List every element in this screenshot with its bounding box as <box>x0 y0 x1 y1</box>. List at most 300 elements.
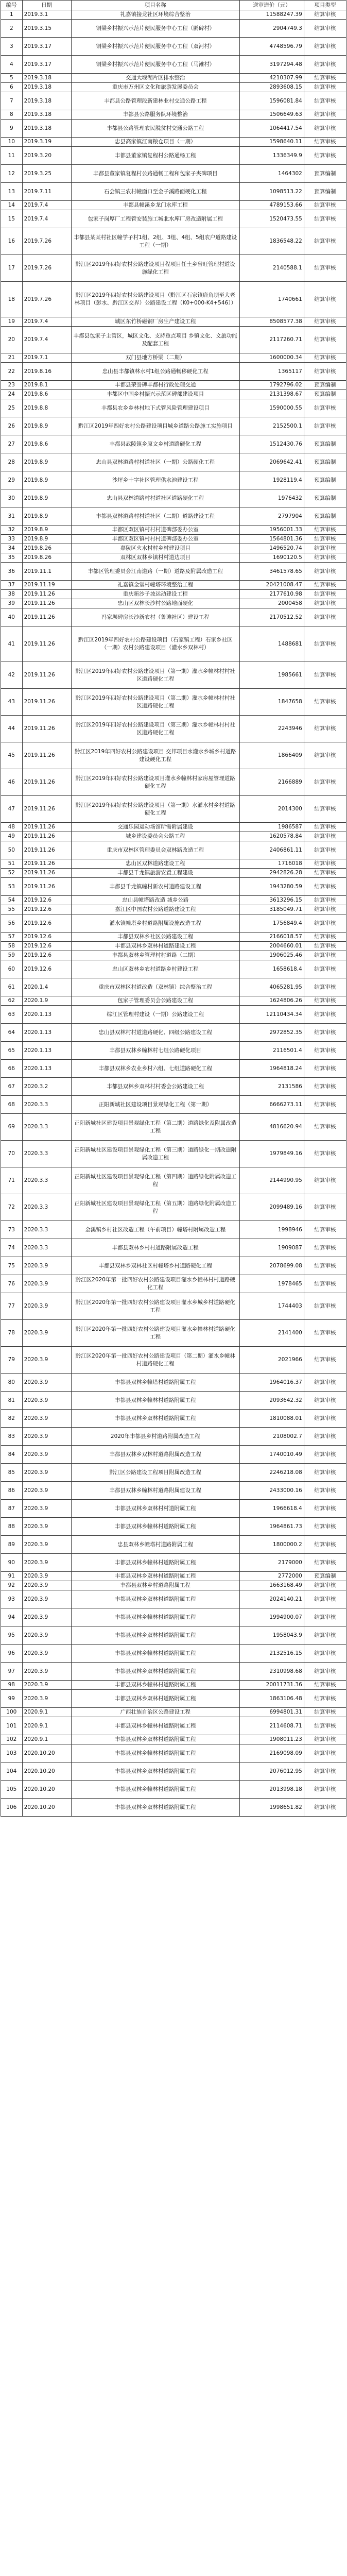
cell-type: 结算审核 <box>304 120 346 138</box>
cell-date: 2020.3.9 <box>22 1293 71 1320</box>
cell-name: 丰都区双区镇村村村道碑部委办公室 <box>71 535 239 544</box>
cell-date: 2019.12.6 <box>22 960 71 978</box>
cell-date: 2019.11.26 <box>22 689 71 716</box>
cell-type: 结算审核 <box>304 1536 346 1554</box>
cell-no: 45 <box>1 742 23 769</box>
cell-no: 60 <box>1 960 23 978</box>
cell-price: 1600000.34 <box>240 353 304 363</box>
cell-price: 1098513.22 <box>240 183 304 201</box>
cell-no: 74 <box>1 1239 23 1257</box>
cell-price: 3613296.15 <box>240 896 304 905</box>
cell-name: 丰都县双林乡双林社区村幢塔乡村道路硬化工程 <box>71 1257 239 1275</box>
cell-name: 双门县地方桥梁（二期） <box>71 353 239 363</box>
cell-date: 2019.12.6 <box>22 942 71 951</box>
cell-date: 2019.11.26 <box>22 878 71 896</box>
cell-date: 2020.3.9 <box>22 1663 71 1681</box>
table-row <box>1 1536 346 1554</box>
cell-date: 2019.7.4 <box>22 317 71 327</box>
cell-no: 26 <box>1 417 23 435</box>
cell-name: 黔江区2019年四好农村公路建设项目（黔江区石家镇鹿角坝至大老林项目（彭水、黔江区交界）公路建设工程（K0+000-K4+546）） <box>71 282 239 317</box>
cell-date: 2019.8.26 <box>22 544 71 553</box>
cell-price: 2108002.7 <box>240 1428 304 1446</box>
cell-type: 结算审核 <box>304 662 346 689</box>
cell-date: 2020.3.9 <box>22 1608 71 1626</box>
table-row <box>1 210 346 228</box>
cell-type: 结算审核 <box>304 201 346 210</box>
cell-type: 结算审核 <box>304 1663 346 1681</box>
cell-price: 2772000 <box>240 1572 304 1581</box>
table-row <box>1 390 346 399</box>
cell-name: 正阳新城社区建设项目景观绿化工程（第二期）道路绿化及附属改造工程 <box>71 1114 239 1141</box>
cell-name: 城乡建设委员会公路工程 <box>71 832 239 841</box>
cell-no: 19 <box>1 317 23 327</box>
cell-no: 101 <box>1 1717 23 1735</box>
cell-no: 30 <box>1 489 23 507</box>
cell-name: 铜梁乡村振兴示范片便民服务中心工程（马滩村） <box>71 56 239 74</box>
cell-price: 1064417.54 <box>240 120 304 138</box>
cell-date: 2019.11.26 <box>22 662 71 689</box>
cell-name: 丰都县双林乡双林村道路附属工程 <box>71 1572 239 1581</box>
cell-price: 4210307.99 <box>240 74 304 83</box>
cell-no: 77 <box>1 1293 23 1320</box>
cell-no: 88 <box>1 1518 23 1536</box>
table-row <box>1 1239 346 1257</box>
cell-price: 4789153.66 <box>240 201 304 210</box>
cell-price: 2140588.1 <box>240 255 304 282</box>
cell-no: 22 <box>1 363 23 381</box>
cell-type: 结算审核 <box>304 716 346 742</box>
cell-type: 结算审核 <box>304 1554 346 1572</box>
cell-type: 结算审核 <box>304 1347 346 1374</box>
cell-date: 2020.3.9 <box>22 1681 71 1690</box>
cell-price: 20421008.47 <box>240 581 304 590</box>
cell-price: 1847658 <box>240 689 304 716</box>
cell-no: 67 <box>1 1078 23 1096</box>
cell-no: 33 <box>1 535 23 544</box>
cell-name: 丰都县双林乡双林村道路附属工程 <box>71 1590 239 1608</box>
cell-price: 1958043.9 <box>240 1626 304 1645</box>
cell-type: 结算审核 <box>304 1744 346 1762</box>
table-row <box>1 1781 346 1799</box>
cell-name: 2020年丰都县乡村道路附属改造工程 <box>71 1428 239 1446</box>
table-row <box>1 905 346 914</box>
cell-no: 6 <box>1 83 23 92</box>
cell-date: 2020.3.9 <box>22 1581 71 1590</box>
cell-date: 2019.12.6 <box>22 933 71 942</box>
cell-date: 2020.3.3 <box>22 1141 71 1167</box>
table-row <box>1 796 346 823</box>
cell-price: 2069642.41 <box>240 453 304 471</box>
cell-name: 黔江区2020年第一批四好农村公路建设项目灌水乡幢林村村道路硬化工程 <box>71 1275 239 1293</box>
cell-date: 2019.8.6 <box>22 435 71 453</box>
table-row <box>1 1608 346 1626</box>
cell-price: 2116501.4 <box>240 1042 304 1060</box>
cell-no: 72 <box>1 1194 23 1221</box>
table-row <box>1 1221 346 1239</box>
cell-name: 嘉江区中国农村公路道路建设工程 <box>71 905 239 914</box>
cell-no: 91 <box>1 1572 23 1581</box>
table-row <box>1 662 346 689</box>
cell-type: 结算审核 <box>304 110 346 120</box>
cell-price: 2131586 <box>240 1078 304 1096</box>
cell-name: 丰都县双林乡幢林村道路附属工程 <box>71 1681 239 1690</box>
cell-price: 2246218.08 <box>240 1464 304 1482</box>
cell-type: 结算审核 <box>304 83 346 92</box>
cell-date: 2020.10.20 <box>22 1799 71 1817</box>
cell-price: 1564801.36 <box>240 535 304 544</box>
table-row <box>1 1735 346 1744</box>
table-row <box>1 1708 346 1717</box>
cell-price: 3461578.65 <box>240 563 304 581</box>
table-row <box>1 453 346 471</box>
cell-no: 51 <box>1 859 23 869</box>
header-price: 送审造价（元） <box>240 1 304 10</box>
cell-price: 2179000 <box>240 1554 304 1572</box>
cell-no: 103 <box>1 1744 23 1762</box>
cell-name: 丰都县双林乡幢塔村道路附属工程 <box>71 1374 239 1392</box>
cell-date: 2019.8.26 <box>22 553 71 563</box>
cell-name: 丰都县双林乡管理村村道路（二期） <box>71 951 239 960</box>
cell-no: 73 <box>1 1221 23 1239</box>
cell-name: 黔江区2019年四好农村公路建设项目 交邦项目水灌水乡城乡村道路建设硬化工程 <box>71 742 239 769</box>
cell-name: 冯家坝碑房长沙新农村（鲁滩社区）建设工程 <box>71 608 239 626</box>
cell-price: 1986587 <box>240 823 304 832</box>
cell-type: 结算审核 <box>304 689 346 716</box>
cell-type: 结算审核 <box>304 942 346 951</box>
cell-no: 55 <box>1 905 23 914</box>
cell-no: 76 <box>1 1275 23 1293</box>
table-row <box>1 581 346 590</box>
table-row <box>1 38 346 56</box>
cell-price: 1336349.9 <box>240 147 304 165</box>
cell-price: 1512430.76 <box>240 435 304 453</box>
cell-no: 65 <box>1 1042 23 1060</box>
table-row <box>1 1482 346 1500</box>
cell-type: 结算审核 <box>304 1781 346 1799</box>
cell-price: 1620578.84 <box>240 832 304 841</box>
cell-price: 1663168.49 <box>240 1581 304 1590</box>
cell-date: 2019.11.1 <box>22 563 71 581</box>
cell-date: 2019.3.17 <box>22 56 71 74</box>
cell-name: 正阳新城社区建设项目景观绿化工程（第五期）道路绿化附属改造工程 <box>71 1194 239 1221</box>
cell-date: 2020.10.20 <box>22 1781 71 1799</box>
cell-no: 1 <box>1 10 23 20</box>
cell-name: 广西壮族自治区公路建设工程 <box>71 1708 239 1717</box>
table-row <box>1 689 346 716</box>
cell-name: 丰都县公路管理段新建林业村交通公路工程 <box>71 92 239 110</box>
cell-no: 104 <box>1 1762 23 1781</box>
cell-no: 20 <box>1 327 23 353</box>
cell-no: 2 <box>1 20 23 38</box>
cell-no: 75 <box>1 1257 23 1275</box>
cell-price: 2166018.57 <box>240 933 304 942</box>
cell-no: 36 <box>1 563 23 581</box>
cell-price: 1976432 <box>240 489 304 507</box>
cell-type: 结算审核 <box>304 1221 346 1239</box>
cell-date: 2019.3.18 <box>22 83 71 92</box>
cell-type: 结算审核 <box>304 138 346 147</box>
table-row <box>1 896 346 905</box>
cell-type: 预算编制 <box>304 183 346 201</box>
table-row <box>1 1762 346 1781</box>
cell-price: 1978465 <box>240 1275 304 1293</box>
cell-no: 86 <box>1 1482 23 1500</box>
table-row <box>1 1141 346 1167</box>
table-row <box>1 417 346 435</box>
cell-type: 结算审核 <box>304 1446 346 1464</box>
cell-name: 双林区双林乡镇村村道边项目 <box>71 553 239 563</box>
cell-date: 2019.11.26 <box>22 841 71 859</box>
cell-no: 14 <box>1 201 23 210</box>
cell-no: 16 <box>1 228 23 255</box>
cell-no: 57 <box>1 933 23 942</box>
cell-name: 重庆市双林区管理委员会双林路改造工程 <box>71 841 239 859</box>
cell-name: 丰都县双林乡幢林村道路附属工程 <box>71 1554 239 1572</box>
table-row <box>1 1554 346 1572</box>
cell-no: 24 <box>1 390 23 399</box>
table-row <box>1 942 346 951</box>
cell-date: 2019.8.9 <box>22 507 71 526</box>
cell-price: 1716018 <box>240 859 304 869</box>
cell-price: 1624806.26 <box>240 996 304 1006</box>
cell-type: 结算审核 <box>304 1581 346 1590</box>
cell-no: 64 <box>1 1024 23 1042</box>
cell-name: 丰都县双林乡双林村道路附属工程 <box>71 1735 239 1744</box>
cell-name: 重庆市双林区村道改造（双林镇）综合整治工程 <box>71 978 239 996</box>
cell-type: 结算审核 <box>304 878 346 896</box>
cell-type: 结算审核 <box>304 563 346 581</box>
cell-name: 丰都县双林乡幢林村道路附属工程 <box>71 1608 239 1626</box>
header-no: 编号 <box>1 1 23 10</box>
table-row <box>1 282 346 317</box>
cell-type: 预算编制 <box>304 435 346 453</box>
cell-date: 2020.1.4 <box>22 978 71 996</box>
cell-price: 2131398.67 <box>240 390 304 399</box>
cell-name: 黔江区公路建设工程项目附属改造工程 <box>71 1464 239 1482</box>
cell-name: 正阳新城社区建设项目景观绿化工程（第四期）道路绿化附属改造工程 <box>71 1167 239 1194</box>
cell-type: 结算审核 <box>304 92 346 110</box>
cell-price: 2433000.16 <box>240 1482 304 1500</box>
table-row <box>1 1374 346 1392</box>
cell-date: 2020.3.3 <box>22 1096 71 1114</box>
cell-type: 结算审核 <box>304 1645 346 1663</box>
cell-type: 结算审核 <box>304 327 346 353</box>
cell-name: 丰都县武陵镇乡原文乡村道路硬化工程 <box>71 435 239 453</box>
cell-no: 69 <box>1 1114 23 1141</box>
cell-no: 21 <box>1 353 23 363</box>
cell-type: 结算审核 <box>304 1275 346 1293</box>
cell-price: 1744403 <box>240 1293 304 1320</box>
cell-no: 5 <box>1 74 23 83</box>
cell-type: 结算审核 <box>304 1482 346 1500</box>
cell-date: 2020.9.1 <box>22 1708 71 1717</box>
cell-no: 29 <box>1 471 23 489</box>
cell-type: 结算审核 <box>304 1060 346 1078</box>
table-row <box>1 951 346 960</box>
table-row <box>1 353 346 363</box>
cell-name: 丰都县公路服务队环境整治 <box>71 110 239 120</box>
cell-date: 2019.8.6 <box>22 390 71 399</box>
cell-date: 2019.11.26 <box>22 769 71 796</box>
cell-date: 2019.8.9 <box>22 535 71 544</box>
cell-date: 2019.7.11 <box>22 183 71 201</box>
cell-name: 沙坪乡十字社区管理供水池建设工程 <box>71 471 239 489</box>
cell-date: 2019.11.26 <box>22 796 71 823</box>
cell-no: 32 <box>1 526 23 535</box>
cell-price: 2014300 <box>240 796 304 823</box>
cell-name: 黔江区2019年四好农村公路建设项目灌水乡幢林村家房屋管理道路硬化工程 <box>71 769 239 796</box>
table-row <box>1 20 346 38</box>
cell-price: 8508577.38 <box>240 317 304 327</box>
cell-name: 丰都县农乡乡林村地下式管风险管理建设项目 <box>71 399 239 417</box>
cell-type: 结算审核 <box>304 1410 346 1428</box>
table-row <box>1 1581 346 1590</box>
cell-name: 丰都县双林乡双林村道路附属改造工程 <box>71 1446 239 1464</box>
table-row <box>1 138 346 147</box>
cell-date: 2019.11.26 <box>22 859 71 869</box>
cell-price: 2132516.15 <box>240 1645 304 1663</box>
cell-date: 2020.9.1 <box>22 1735 71 1744</box>
cell-no: 37 <box>1 581 23 590</box>
cell-price: 1998651.82 <box>240 1799 304 1817</box>
cell-type: 结算审核 <box>304 147 346 165</box>
table-row <box>1 1518 346 1536</box>
cell-price: 1998946 <box>240 1221 304 1239</box>
cell-date: 2019.8.9 <box>22 453 71 471</box>
cell-name: 丰都县双林乡幢林村道路附属工程 <box>71 1744 239 1762</box>
cell-name: 丰都县双林乡幢林村道路附属工程 <box>71 1645 239 1663</box>
cell-no: 43 <box>1 689 23 716</box>
cell-type: 预算编制 <box>304 390 346 399</box>
cell-price: 2144990.95 <box>240 1167 304 1194</box>
cell-price: 2013998.18 <box>240 1781 304 1799</box>
cell-price: 1496520.74 <box>240 544 304 553</box>
cell-name: 丰都县双林乡社区公路建设工程 <box>71 933 239 942</box>
cell-no: 94 <box>1 1608 23 1626</box>
table-row <box>1 1744 346 1762</box>
cell-type: 结算审核 <box>304 1006 346 1024</box>
cell-type: 结算审核 <box>304 1626 346 1645</box>
cell-name: 丰都县双林乡双林村道路附属工程 <box>71 1799 239 1817</box>
cell-type: 结算审核 <box>304 1167 346 1194</box>
cell-price: 1365117 <box>240 363 304 381</box>
cell-no: 47 <box>1 796 23 823</box>
table-body <box>1 10 346 1817</box>
table-row <box>1 74 346 83</box>
table-row <box>1 933 346 942</box>
cell-type: 结算审核 <box>304 1293 346 1320</box>
cell-date: 2020.3.9 <box>22 1590 71 1608</box>
cell-type: 结算审核 <box>304 417 346 435</box>
cell-price: 1866409 <box>240 742 304 769</box>
cell-no: 49 <box>1 832 23 841</box>
cell-date: 2020.3.9 <box>22 1572 71 1581</box>
table-row <box>1 1024 346 1042</box>
cell-date: 2019.11.26 <box>22 599 71 608</box>
cell-date: 2019.7.4 <box>22 327 71 353</box>
cell-price: 1740661 <box>240 282 304 317</box>
table-row <box>1 1167 346 1194</box>
cell-no: 48 <box>1 823 23 832</box>
table-row <box>1 869 346 878</box>
cell-name: 丰都县双林乡幢林村道路附属工程 <box>71 1518 239 1536</box>
cell-price: 1488681 <box>240 626 304 662</box>
cell-date: 2020.3.9 <box>22 1392 71 1410</box>
cell-name: 正阳新城社区建设项目景观绿化工程（第一期） <box>71 1096 239 1114</box>
cell-type: 结算审核 <box>304 363 346 381</box>
cell-price: 1756849.4 <box>240 914 304 933</box>
cell-name: 交通大堰湖片区排水整治 <box>71 74 239 83</box>
cell-type: 结算审核 <box>304 282 346 317</box>
cell-name: 丰都县双林乡双林村村委会公路建设工程 <box>71 1078 239 1096</box>
table-row <box>1 83 346 92</box>
cell-name: 丰都县双林乡幢林村道路附属建设工程 <box>71 1482 239 1500</box>
cell-no: 10 <box>1 138 23 147</box>
cell-name: 交通乐园运动场馆所需附属建设 <box>71 823 239 832</box>
cell-date: 2020.3.9 <box>22 1554 71 1572</box>
header-name: 项目名称 <box>71 1 239 10</box>
cell-date: 2020.3.9 <box>22 1320 71 1347</box>
cell-type: 结算审核 <box>304 1320 346 1347</box>
cell-name: 石会镇三农村幢面口至金子溪路面硬化工程 <box>71 183 239 201</box>
cell-no: 13 <box>1 183 23 201</box>
table-row <box>1 1096 346 1114</box>
cell-date: 2020.3.9 <box>22 1690 71 1708</box>
cell-name: 忠山县幢塔路改造 城乡公路 <box>71 896 239 905</box>
cell-date: 2020.1.13 <box>22 1006 71 1024</box>
cell-date: 2019.3.25 <box>22 165 71 183</box>
table-row <box>1 10 346 20</box>
cell-date: 2019.11.26 <box>22 590 71 599</box>
cell-name: 黔江区2019年四好农村公路建设项目（第二期）灌水乡幢林村村社区道路硬化工程 <box>71 689 239 716</box>
cell-price: 2021966 <box>240 1347 304 1374</box>
cell-price: 1985661 <box>240 662 304 689</box>
cell-price: 2893608.15 <box>240 83 304 92</box>
cell-price: 1506649.63 <box>240 110 304 120</box>
cell-no: 97 <box>1 1663 23 1681</box>
cell-price: 3185049.71 <box>240 905 304 914</box>
table-row <box>1 1006 346 1024</box>
table-row <box>1 599 346 608</box>
cell-type: 结算审核 <box>304 1608 346 1626</box>
cell-price: 1909087 <box>240 1239 304 1257</box>
cell-type: 结算审核 <box>304 1500 346 1518</box>
cell-name: 包家子岗厚厂工程管安装施工城北水库厂房改造附属工程 <box>71 210 239 228</box>
cell-type: 结算审核 <box>304 1374 346 1392</box>
cell-date: 2019.11.26 <box>22 832 71 841</box>
cell-name: 忠山县双林村村道道路硬化、四级公路建设工程 <box>71 1024 239 1042</box>
cell-date: 2020.3.9 <box>22 1374 71 1392</box>
cell-no: 80 <box>1 1374 23 1392</box>
cell-no: 50 <box>1 841 23 859</box>
cell-type: 结算审核 <box>304 869 346 878</box>
cell-type: 结算审核 <box>304 841 346 859</box>
table-row <box>1 590 346 599</box>
cell-name: 黔江区2020年第一批四好农村公路建设项目灌水乡城乡村道路硬化工程 <box>71 1293 239 1320</box>
cell-date: 2020.3.9 <box>22 1428 71 1446</box>
cell-date: 2019.3.17 <box>22 38 71 56</box>
cell-price: 1994900.07 <box>240 1608 304 1626</box>
cell-date: 2019.3.18 <box>22 74 71 83</box>
cell-no: 99 <box>1 1690 23 1708</box>
cell-price: 2169098.09 <box>240 1744 304 1762</box>
cell-name: 丰都县双林乡双林村道路附属工程 <box>71 1762 239 1781</box>
cell-no: 15 <box>1 210 23 228</box>
table-row <box>1 1060 346 1078</box>
cell-name: 铜梁乡村振兴示范片便民服务中心工程（鹏碑村） <box>71 20 239 38</box>
table-row <box>1 841 346 859</box>
cell-no: 82 <box>1 1410 23 1428</box>
